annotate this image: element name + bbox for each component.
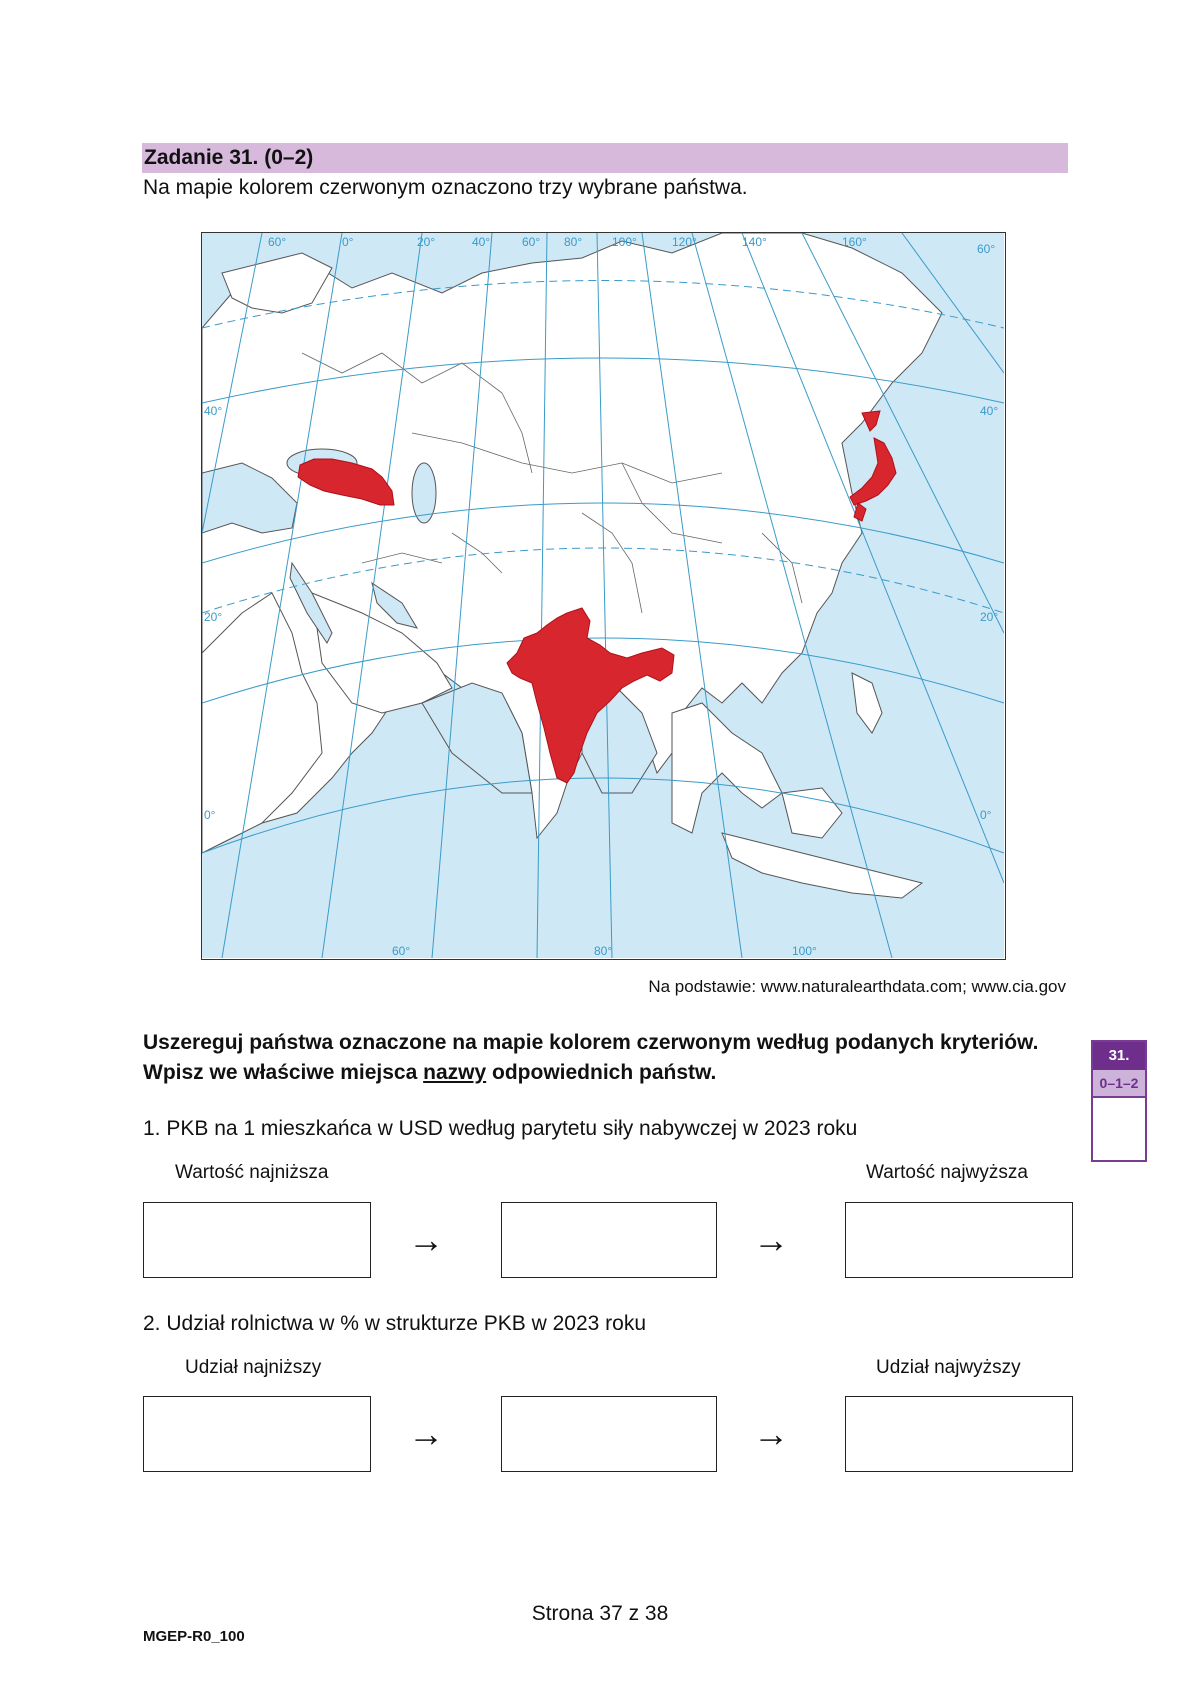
criterion-1-answer-box-1[interactable] bbox=[143, 1202, 371, 1278]
map-label-bottom-1: 80° bbox=[594, 944, 613, 958]
criterion-2-answer-box-3[interactable] bbox=[845, 1396, 1073, 1472]
map-label-top-8: 140° bbox=[742, 235, 767, 249]
map-graphic bbox=[202, 233, 1004, 958]
map-label-right-1: 20° bbox=[980, 610, 999, 624]
map-label-top-5: 80° bbox=[564, 235, 583, 249]
criterion-1-answer-box-2[interactable] bbox=[501, 1202, 717, 1278]
criterion-1-title: 1. PKB na 1 mieszkańca w USD według parytetu siły nabywczej w 2023 roku bbox=[143, 1117, 858, 1140]
map-label-top-3: 40° bbox=[472, 235, 491, 249]
criterion-1-arrow-2: → bbox=[753, 1219, 789, 1260]
map-label-left-2: 0° bbox=[204, 808, 216, 822]
criterion-2-title: 2. Udział rolnictwa w % w strukturze PKB w 2023 roku bbox=[143, 1312, 647, 1335]
map-label-top-1: 0° bbox=[342, 235, 354, 249]
map-source: Na podstawie: www.naturalearthdata.com; www.cia.gov bbox=[648, 977, 1066, 996]
map-label-top-9: 160° bbox=[842, 235, 867, 249]
criterion-2-low-label: Udział najniższy bbox=[185, 1357, 322, 1378]
criterion-2-answer-box-1[interactable] bbox=[143, 1396, 371, 1472]
map-label-right-2: 0° bbox=[980, 808, 992, 822]
map-label-right-0: 40° bbox=[980, 404, 999, 418]
score-number: 31. bbox=[1093, 1042, 1145, 1070]
score-range: 0–1–2 bbox=[1093, 1070, 1145, 1098]
map-label-bottom-0: 60° bbox=[392, 944, 411, 958]
instruction-underlined: nazwy bbox=[423, 1061, 487, 1084]
criterion-1-arrow-1: → bbox=[408, 1219, 444, 1260]
criterion-2-arrow-1: → bbox=[408, 1413, 444, 1454]
map-label-top-2: 20° bbox=[417, 235, 436, 249]
criterion-1-high-label: Wartość najwyższa bbox=[866, 1162, 1028, 1183]
map-label-bottom-2: 100° bbox=[792, 944, 817, 958]
map-label-left-0: 40° bbox=[204, 404, 223, 418]
criterion-1-answer-box-3[interactable] bbox=[845, 1202, 1073, 1278]
instruction-part2: odpowiednich państw. bbox=[486, 1061, 717, 1084]
task-instruction bbox=[143, 1028, 1043, 1088]
page-number: Strona 37 z 38 bbox=[531, 1602, 669, 1625]
map-label-top-0: 60° bbox=[268, 235, 287, 249]
map-label-top-7: 120° bbox=[672, 235, 697, 249]
map-label-top-10: 60° bbox=[977, 242, 996, 256]
task-header: Zadanie 31. (0–2) bbox=[142, 143, 1068, 173]
map-label-top-4: 60° bbox=[522, 235, 541, 249]
criterion-1-low-label: Wartość najniższa bbox=[175, 1162, 329, 1183]
task-intro: Na mapie kolorem czerwonym oznaczono trzy wybrane państwa. bbox=[143, 176, 748, 199]
score-box bbox=[1091, 1040, 1147, 1162]
criterion-2-answer-box-2[interactable] bbox=[501, 1396, 717, 1472]
instruction-part1: Uszereguj państwa oznaczone na mapie kolorem czerwonym według podanych kryteriów. Wpisz we właściwe miejsca bbox=[143, 1031, 1039, 1084]
map-label-left-1: 20° bbox=[204, 610, 223, 624]
document-code: MGEP-R0_100 bbox=[143, 1628, 245, 1645]
map-label-top-6: 100° bbox=[612, 235, 637, 249]
criterion-2-arrow-2: → bbox=[753, 1413, 789, 1454]
map bbox=[201, 232, 1006, 960]
criterion-2-high-label: Udział najwyższy bbox=[876, 1357, 1021, 1378]
